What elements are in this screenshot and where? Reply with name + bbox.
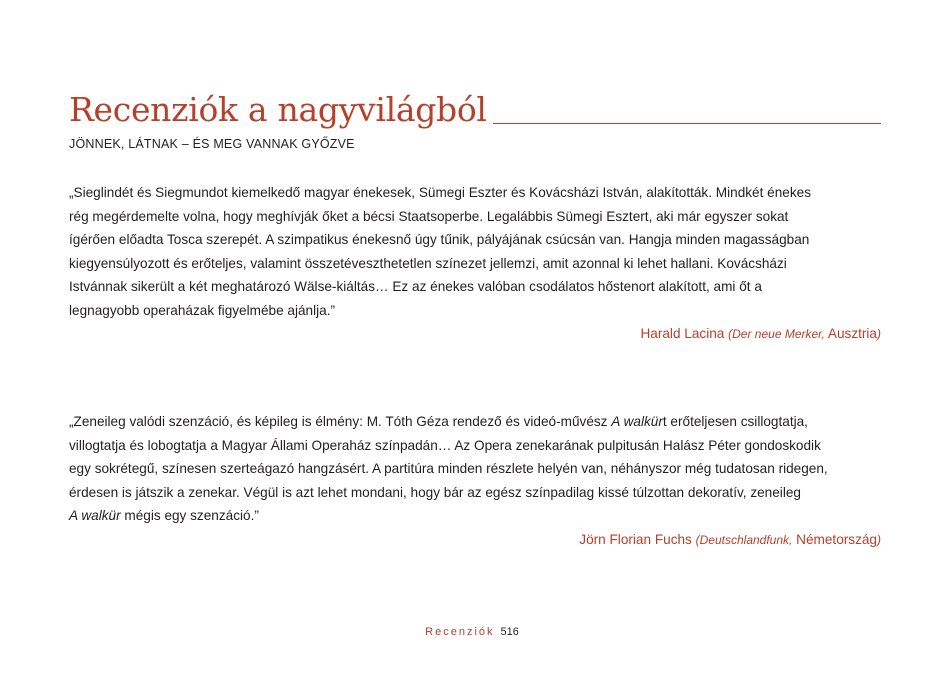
page-title-row bbox=[69, 90, 881, 130]
review-2-author: Jörn Florian Fuchs bbox=[579, 531, 692, 547]
review-2-line bbox=[69, 410, 881, 434]
review-2-line: egy sokrétegű, színesen szerteágazó hangzásért. A partitúra minden részlete helyén van, néhányszor még tudatosan ridegen, bbox=[69, 461, 828, 476]
review-1-country: Ausztria bbox=[827, 326, 877, 341]
title-rule bbox=[493, 123, 881, 124]
review-1-line: legnagyobb operaházak figyelmébe ajánlja.” bbox=[69, 302, 336, 318]
review-1-attribution: Harald Lacina (Der neue Merker, Ausztria) bbox=[640, 326, 881, 341]
review-2-country: Németország bbox=[796, 531, 877, 547]
review-1 bbox=[69, 181, 881, 347]
review-1-author: Harald Lacina bbox=[640, 326, 725, 341]
review-2-line: villogtatja és lobogtatja a Magyar Állami Operaház színpadán… Az Opera zenekarának pulpitusán Halász Péter gondoskodik bbox=[69, 437, 821, 453]
page-title: Recenziók a nagyvilágból bbox=[69, 90, 487, 129]
review-2-line-part: mégis egy szenzáció.” bbox=[120, 508, 259, 523]
page-subtitle: JÖNNEK, LÁTNAK – ÉS MEG VANNAK GYŐZVE bbox=[69, 137, 355, 151]
review-2-source: Deutschlandfunk bbox=[699, 532, 790, 547]
review-1-line: „Sieglindét és Siegmundot kiemelkedő magyar énekesek, Sümegi Eszter és Kovácsházi István, alakították. Mindkét énekes bbox=[69, 185, 811, 200]
review-2 bbox=[69, 410, 881, 552]
review-2-line: érdesen is játszik a zenekar. Végül is azt lehet mondani, hogy bár az egész színpadilag kissé túlzottan dekoratív, zeneileg bbox=[69, 484, 801, 500]
review-2-attribution: Jörn Florian Fuchs (Deutschlandfunk, Németország) bbox=[579, 531, 881, 547]
review-1-line: rég megérdemelte volna, hogy meghívják őket a bécsi Staatsoperbe. Legalábbis Sümegi Esztert, aki már egyszer sokat bbox=[69, 208, 789, 224]
page-footer bbox=[0, 626, 944, 638]
review-1-text bbox=[69, 181, 881, 322]
review-2-text bbox=[69, 410, 881, 528]
page-number: 516 bbox=[500, 626, 519, 638]
footer-section-label: Recenziók bbox=[425, 626, 495, 638]
work-title: A walkür bbox=[611, 414, 663, 429]
work-title: A walkür bbox=[69, 508, 121, 523]
review-2-line-part: t erőteljesen csillogtatja, bbox=[662, 414, 808, 429]
review-2-line-part: „Zeneileg valódi szenzáció, és képileg is élmény: M. Tóth Géza rendező és videó-művész bbox=[69, 414, 612, 429]
review-1-source: Der neue Merker bbox=[732, 327, 822, 341]
review-1-line: ígérően előadta Tosca szerepét. A szimpatikus énekesnő úgy tűnik, pályájának csúcsán van. Hangja minden magasságban bbox=[69, 232, 810, 247]
review-1-line: Istvánnak sikerült a két meghatározó Wälse-kiáltás… Ez az énekes valóban csodálatos hőstenort alakított, ami őt a bbox=[69, 279, 762, 294]
review-1-line: kiegyensúlyozott és erőteljes, valamint összetéveszthetetlen színezet jellemzi, amit azonnal ki lehet hallani. Kovácsházi bbox=[69, 255, 787, 271]
review-2-line bbox=[69, 504, 881, 528]
